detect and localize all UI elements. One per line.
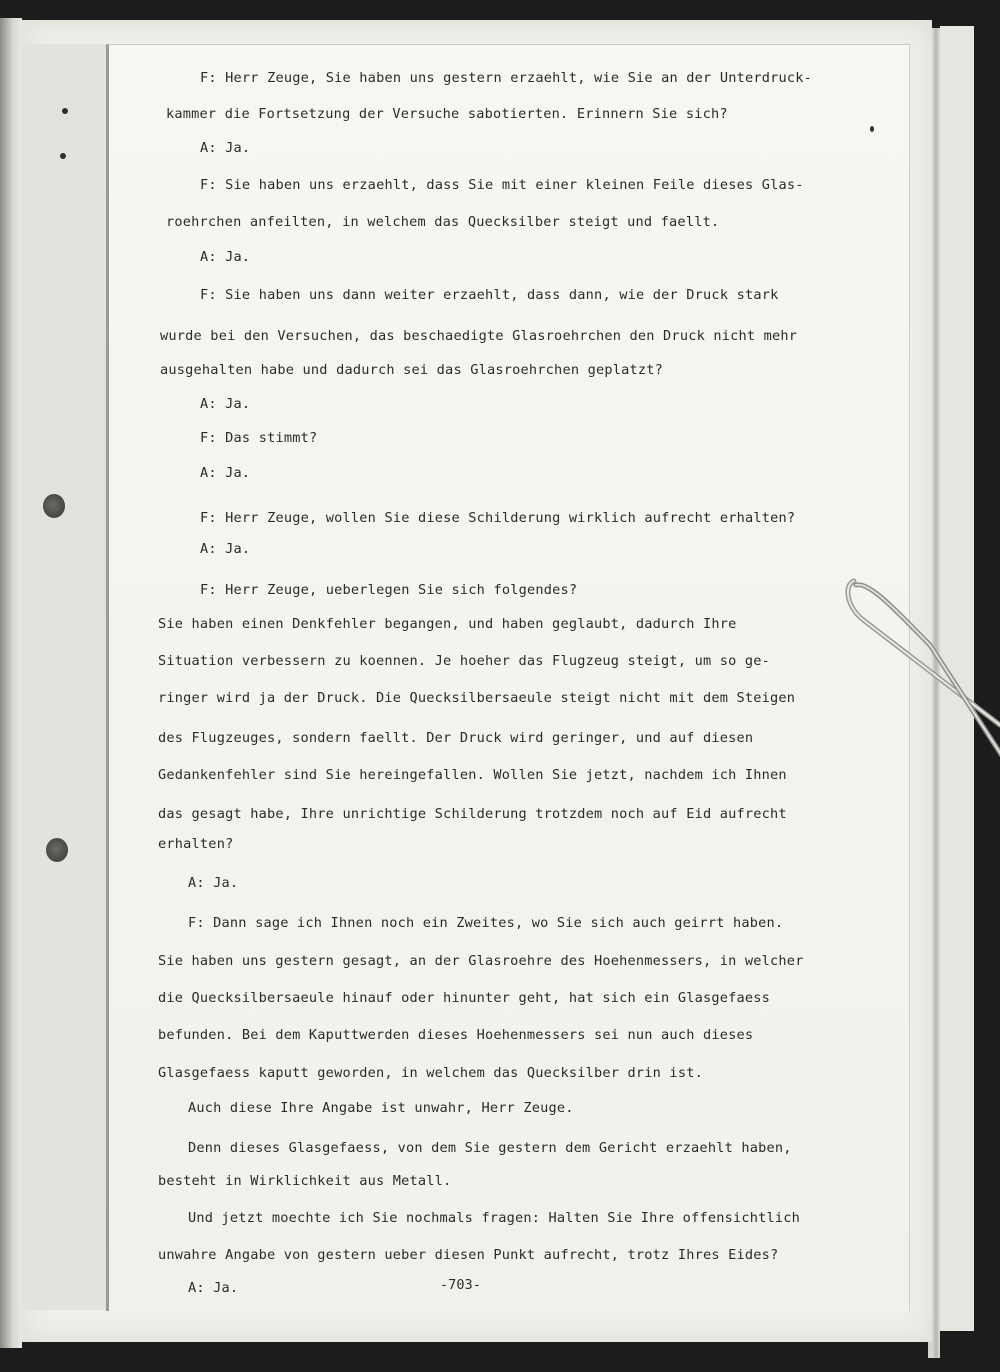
text-line: ringer wird ja der Druck. Die Quecksilbersaeule steigt nicht mit dem Steigen — [158, 690, 796, 706]
text-line: Denn dieses Glasgefaess, von dem Sie gestern dem Gericht erzaehlt haben, — [188, 1140, 792, 1156]
text-line: A: Ja. — [188, 1280, 239, 1296]
text-line: A: Ja. — [188, 875, 239, 891]
text-line: unwahre Angabe von gestern ueber diesen Punkt aufrecht, trotz Ihres Eides? — [158, 1247, 779, 1263]
text-line: F: Sie haben uns dann weiter erzaehlt, dass dann, wie der Druck stark — [200, 287, 779, 303]
page-number: -703- — [440, 1277, 481, 1293]
text-line: F: Herr Zeuge, Sie haben uns gestern erzaehlt, wie Sie an der Unterdruck- — [200, 70, 813, 86]
text-line: A: Ja. — [200, 541, 251, 557]
text-line: ausgehalten habe und dadurch sei das Glasroehrchen geplatzt? — [160, 362, 664, 378]
text-line: Situation verbessern zu koennen. Je hoeher das Flugzeug steigt, um so ge- — [158, 653, 771, 669]
text-line: A: Ja. — [200, 396, 251, 412]
text-line: Glasgefaess kaputt geworden, in welchem das Quecksilber drin ist. — [158, 1065, 703, 1081]
text-line: das gesagt habe, Ihre unrichtige Schilderung trotzdem noch auf Eid aufrecht — [158, 806, 787, 822]
text-line: besteht in Wirklichkeit aus Metall. — [158, 1173, 452, 1189]
text-line: A: Ja. — [200, 249, 251, 265]
text-line: kammer die Fortsetzung der Versuche sabotierten. Erinnern Sie sich? — [166, 106, 728, 122]
text-line: F: Dann sage ich Ihnen noch ein Zweites, wo Sie sich auch geirrt haben. — [188, 915, 784, 931]
text-line: A: Ja. — [200, 140, 251, 156]
text-line: A: Ja. — [200, 465, 251, 481]
text-line: die Quecksilbersaeule hinauf oder hinunter geht, hat sich ein Glasgefaess — [158, 990, 771, 1006]
text-line: F: Herr Zeuge, wollen Sie diese Schilderung wirklich aufrecht erhalten? — [200, 510, 796, 526]
text-line: Gedankenfehler sind Sie hereingefallen. Wollen Sie jetzt, nachdem ich Ihnen — [158, 767, 787, 783]
text-line: erhalten? — [158, 836, 234, 852]
text-line: Sie haben einen Denkfehler begangen, und haben geglaubt, dadurch Ihre — [158, 616, 737, 632]
text-line: Und jetzt moechte ich Sie nochmals fragen: Halten Sie Ihre offensichtlich — [188, 1210, 801, 1226]
text-line: F: Das stimmt? — [200, 430, 318, 446]
text-line: F: Herr Zeuge, ueberlegen Sie sich folgendes? — [200, 582, 578, 598]
text-line: roehrchen anfeilten, in welchem das Quecksilber steigt und faellt. — [166, 214, 720, 230]
text-line: befunden. Bei dem Kaputtwerden dieses Hoehenmessers sei nun auch dieses — [158, 1027, 754, 1043]
text-line: wurde bei den Versuchen, das beschaedigte Glasroehrchen den Druck nicht mehr — [160, 328, 798, 344]
text-line: Auch diese Ihre Angabe ist unwahr, Herr Zeuge. — [188, 1100, 574, 1116]
text-line: des Flugzeuges, sondern faellt. Der Druck wird geringer, und auf diesen — [158, 730, 754, 746]
text-line: Sie haben uns gestern gesagt, an der Glasroehre des Hoehenmessers, in welcher — [158, 953, 804, 969]
text-line: F: Sie haben uns erzaehlt, dass Sie mit einer kleinen Feile dieses Glas- — [200, 177, 804, 193]
